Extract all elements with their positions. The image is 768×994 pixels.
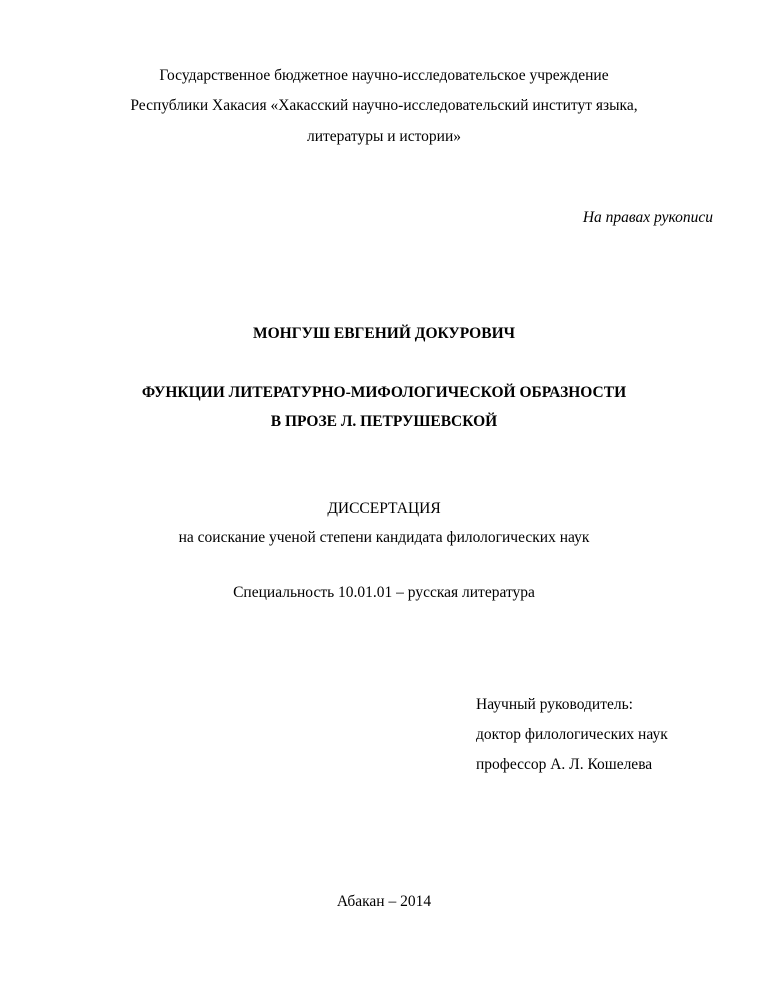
specialty-line: Специальность 10.01.01 – русская литература [233, 584, 535, 601]
place-year: Абакан – 2014 [336, 893, 432, 910]
dissertation-title-line-1: ФУНКЦИИ ЛИТЕРАТУРНО-МИФОЛОГИЧЕСКОЙ ОБРАЗНОСТИ [141, 384, 627, 401]
degree-line: на соискание ученой степени кандидата филологических наук [178, 529, 590, 546]
dissertation-title-line-2: В ПРОЗЕ Л. ПЕТРУШЕВСКОЙ [270, 413, 498, 430]
manuscript-note: На правах рукописи [582, 209, 713, 226]
supervisor-label: Научный руководитель: [476, 696, 633, 713]
supervisor-name: профессор А. Л. Кошелева [476, 756, 653, 773]
institution-line-1: Государственное бюджетное научно-исследовательское учреждение [159, 67, 609, 84]
institution-line-2: Республики Хакасия «Хакасский научно-исследовательский институт языка, [130, 97, 638, 114]
author-name: МОНГУШ ЕВГЕНИЙ ДОКУРОВИЧ [252, 325, 516, 342]
document-type: ДИССЕРТАЦИЯ [327, 500, 441, 517]
supervisor-degree: доктор филологических наук [476, 726, 668, 743]
institution-line-3: литературы и истории» [306, 128, 462, 145]
